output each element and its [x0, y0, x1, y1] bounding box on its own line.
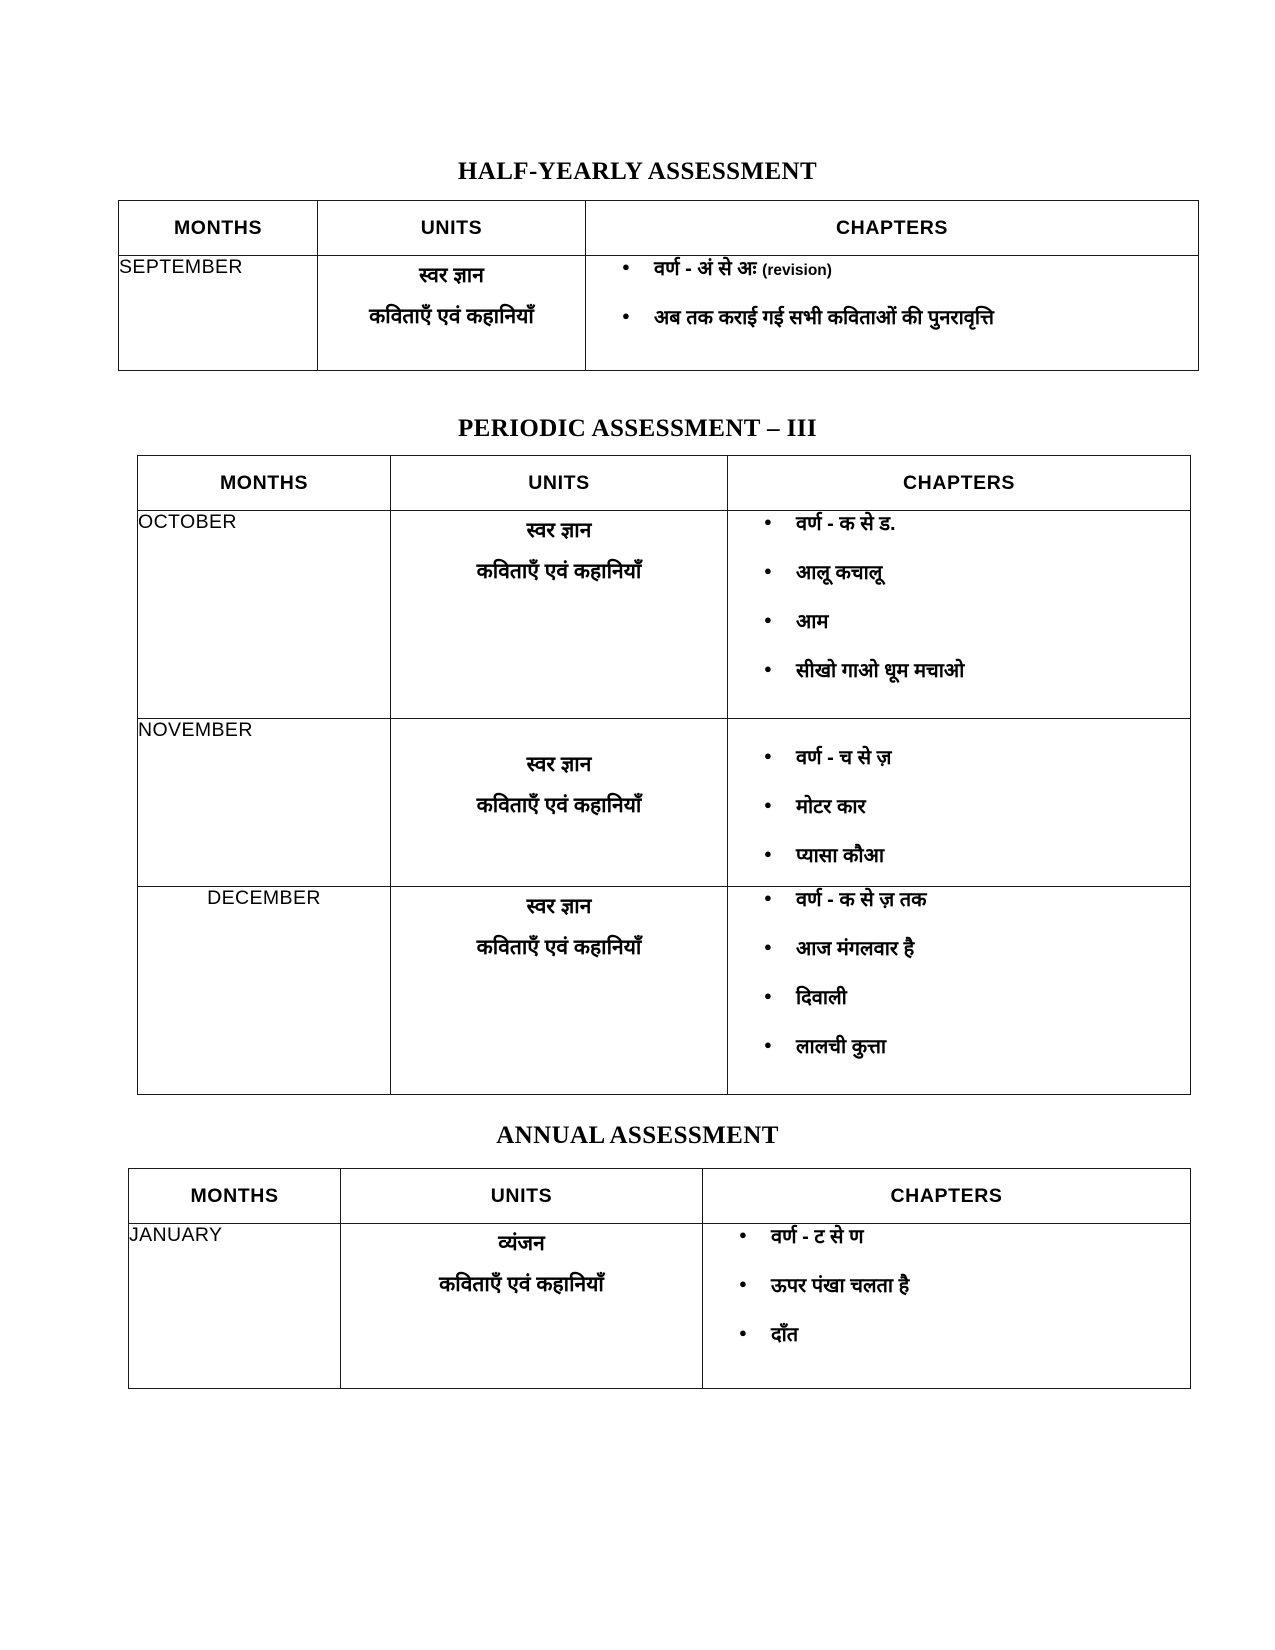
chapter-text: मोटर कार	[796, 796, 866, 818]
chapters-value	[728, 887, 1191, 1095]
chapter-list	[728, 511, 1190, 685]
list-item	[728, 511, 1190, 538]
chapter-text: प्यासा कौआ	[796, 845, 885, 867]
table-row	[138, 719, 1191, 887]
month-value: DECEMBER	[138, 887, 391, 1095]
unit-line: कविताएँ एवं कहानियाँ	[476, 793, 642, 817]
chapters-value	[703, 1224, 1191, 1389]
list-item	[728, 745, 1190, 772]
chapter-text: आलू कचालू	[796, 562, 883, 584]
chapter-list	[728, 887, 1190, 1061]
unit-line: स्वर ज्ञान	[419, 264, 484, 287]
list-item	[703, 1322, 1190, 1349]
list-item	[703, 1224, 1190, 1251]
list-item	[728, 658, 1190, 685]
list-item	[728, 794, 1190, 821]
chapter-text: सीखो गाओ धूम मचाओ	[796, 660, 965, 682]
units-value	[391, 887, 728, 1095]
month-value: OCTOBER	[138, 511, 391, 719]
column-header-chapters: CHAPTERS	[586, 201, 1199, 256]
list-item	[728, 887, 1190, 914]
month-value: SEPTEMBER	[119, 256, 318, 371]
chapter-text: वर्ण - क से ड.	[796, 513, 896, 535]
chapter-text: लालची कुत्ता	[796, 1036, 887, 1058]
column-header-units: UNITS	[341, 1169, 703, 1224]
list-item	[728, 560, 1190, 587]
chapter-text: वर्ण - क से ज़ तक	[796, 889, 927, 911]
chapter-note: (revision)	[762, 262, 832, 279]
list-item	[728, 985, 1190, 1012]
column-header-units: UNITS	[391, 456, 728, 511]
chapter-list	[586, 256, 1198, 332]
chapter-text: आज मंगलवार है	[796, 938, 915, 960]
column-header-chapters: CHAPTERS	[728, 456, 1191, 511]
month-value: NOVEMBER	[138, 719, 391, 887]
column-header-months: MONTHS	[119, 201, 318, 256]
chapter-text: आम	[796, 611, 829, 633]
column-header-units: UNITS	[318, 201, 586, 256]
chapter-text: ऊपर पंखा चलता है	[771, 1275, 910, 1297]
unit-line: कविताएँ एवं कहानियाँ	[476, 559, 642, 583]
list-item	[728, 936, 1190, 963]
table-row	[119, 256, 1199, 371]
chapter-text: दाँत	[771, 1324, 799, 1346]
table-row	[138, 887, 1191, 1095]
table-periodic-assessment-iii	[137, 455, 1191, 1095]
chapter-list	[703, 1224, 1190, 1349]
chapters-value	[728, 511, 1191, 719]
table-header-row	[129, 1169, 1191, 1224]
chapter-text: अब तक कराई गई सभी कविताओं की पुनरावृत्ति	[654, 307, 994, 329]
unit-line: स्वर ज्ञान	[526, 895, 592, 918]
month-value: JANUARY	[129, 1224, 341, 1389]
unit-line: कविताएँ एवं कहानियाँ	[476, 935, 642, 959]
units-value	[341, 1224, 703, 1389]
column-header-months: MONTHS	[138, 456, 391, 511]
unit-line: कविताएँ एवं कहानियाँ	[439, 1272, 604, 1296]
table-row	[138, 511, 1191, 719]
list-item	[586, 305, 1198, 332]
column-header-chapters: CHAPTERS	[703, 1169, 1191, 1224]
table-header-row	[138, 456, 1191, 511]
units-value	[391, 719, 728, 887]
section-title-annual-assessment: ANNUAL ASSESSMENT	[496, 1122, 779, 1149]
units-value	[391, 511, 728, 719]
chapter-text: वर्ण - ट से ण	[771, 1226, 864, 1248]
units-value	[318, 256, 586, 371]
table-header-row	[119, 201, 1199, 256]
chapters-value	[586, 256, 1199, 371]
unit-line: स्वर ज्ञान	[526, 753, 592, 776]
chapter-text: दिवाली	[796, 987, 847, 1009]
chapter-text: वर्ण - च से ज़	[796, 747, 892, 769]
section-title-half-yearly: HALF-YEARLY ASSESSMENT	[457, 158, 818, 185]
unit-line: स्वर ज्ञान	[526, 519, 592, 542]
table-half-yearly-assessment	[118, 200, 1199, 371]
chapter-list	[728, 745, 1190, 870]
table-row	[129, 1224, 1191, 1389]
chapters-value	[728, 719, 1191, 887]
unit-line: कविताएँ एवं कहानियाँ	[369, 304, 534, 328]
list-item	[703, 1273, 1190, 1300]
list-item	[728, 1034, 1190, 1061]
unit-line: व्यंजन	[498, 1232, 545, 1255]
section-title-periodic-assessment: PERIODIC ASSESSMENT – III	[458, 415, 817, 442]
list-item	[728, 609, 1190, 636]
chapter-text: वर्ण - अं से अः	[654, 258, 763, 280]
column-header-months: MONTHS	[129, 1169, 341, 1224]
list-item	[728, 843, 1190, 870]
list-item	[586, 256, 1198, 283]
table-annual-assessment	[128, 1168, 1191, 1389]
